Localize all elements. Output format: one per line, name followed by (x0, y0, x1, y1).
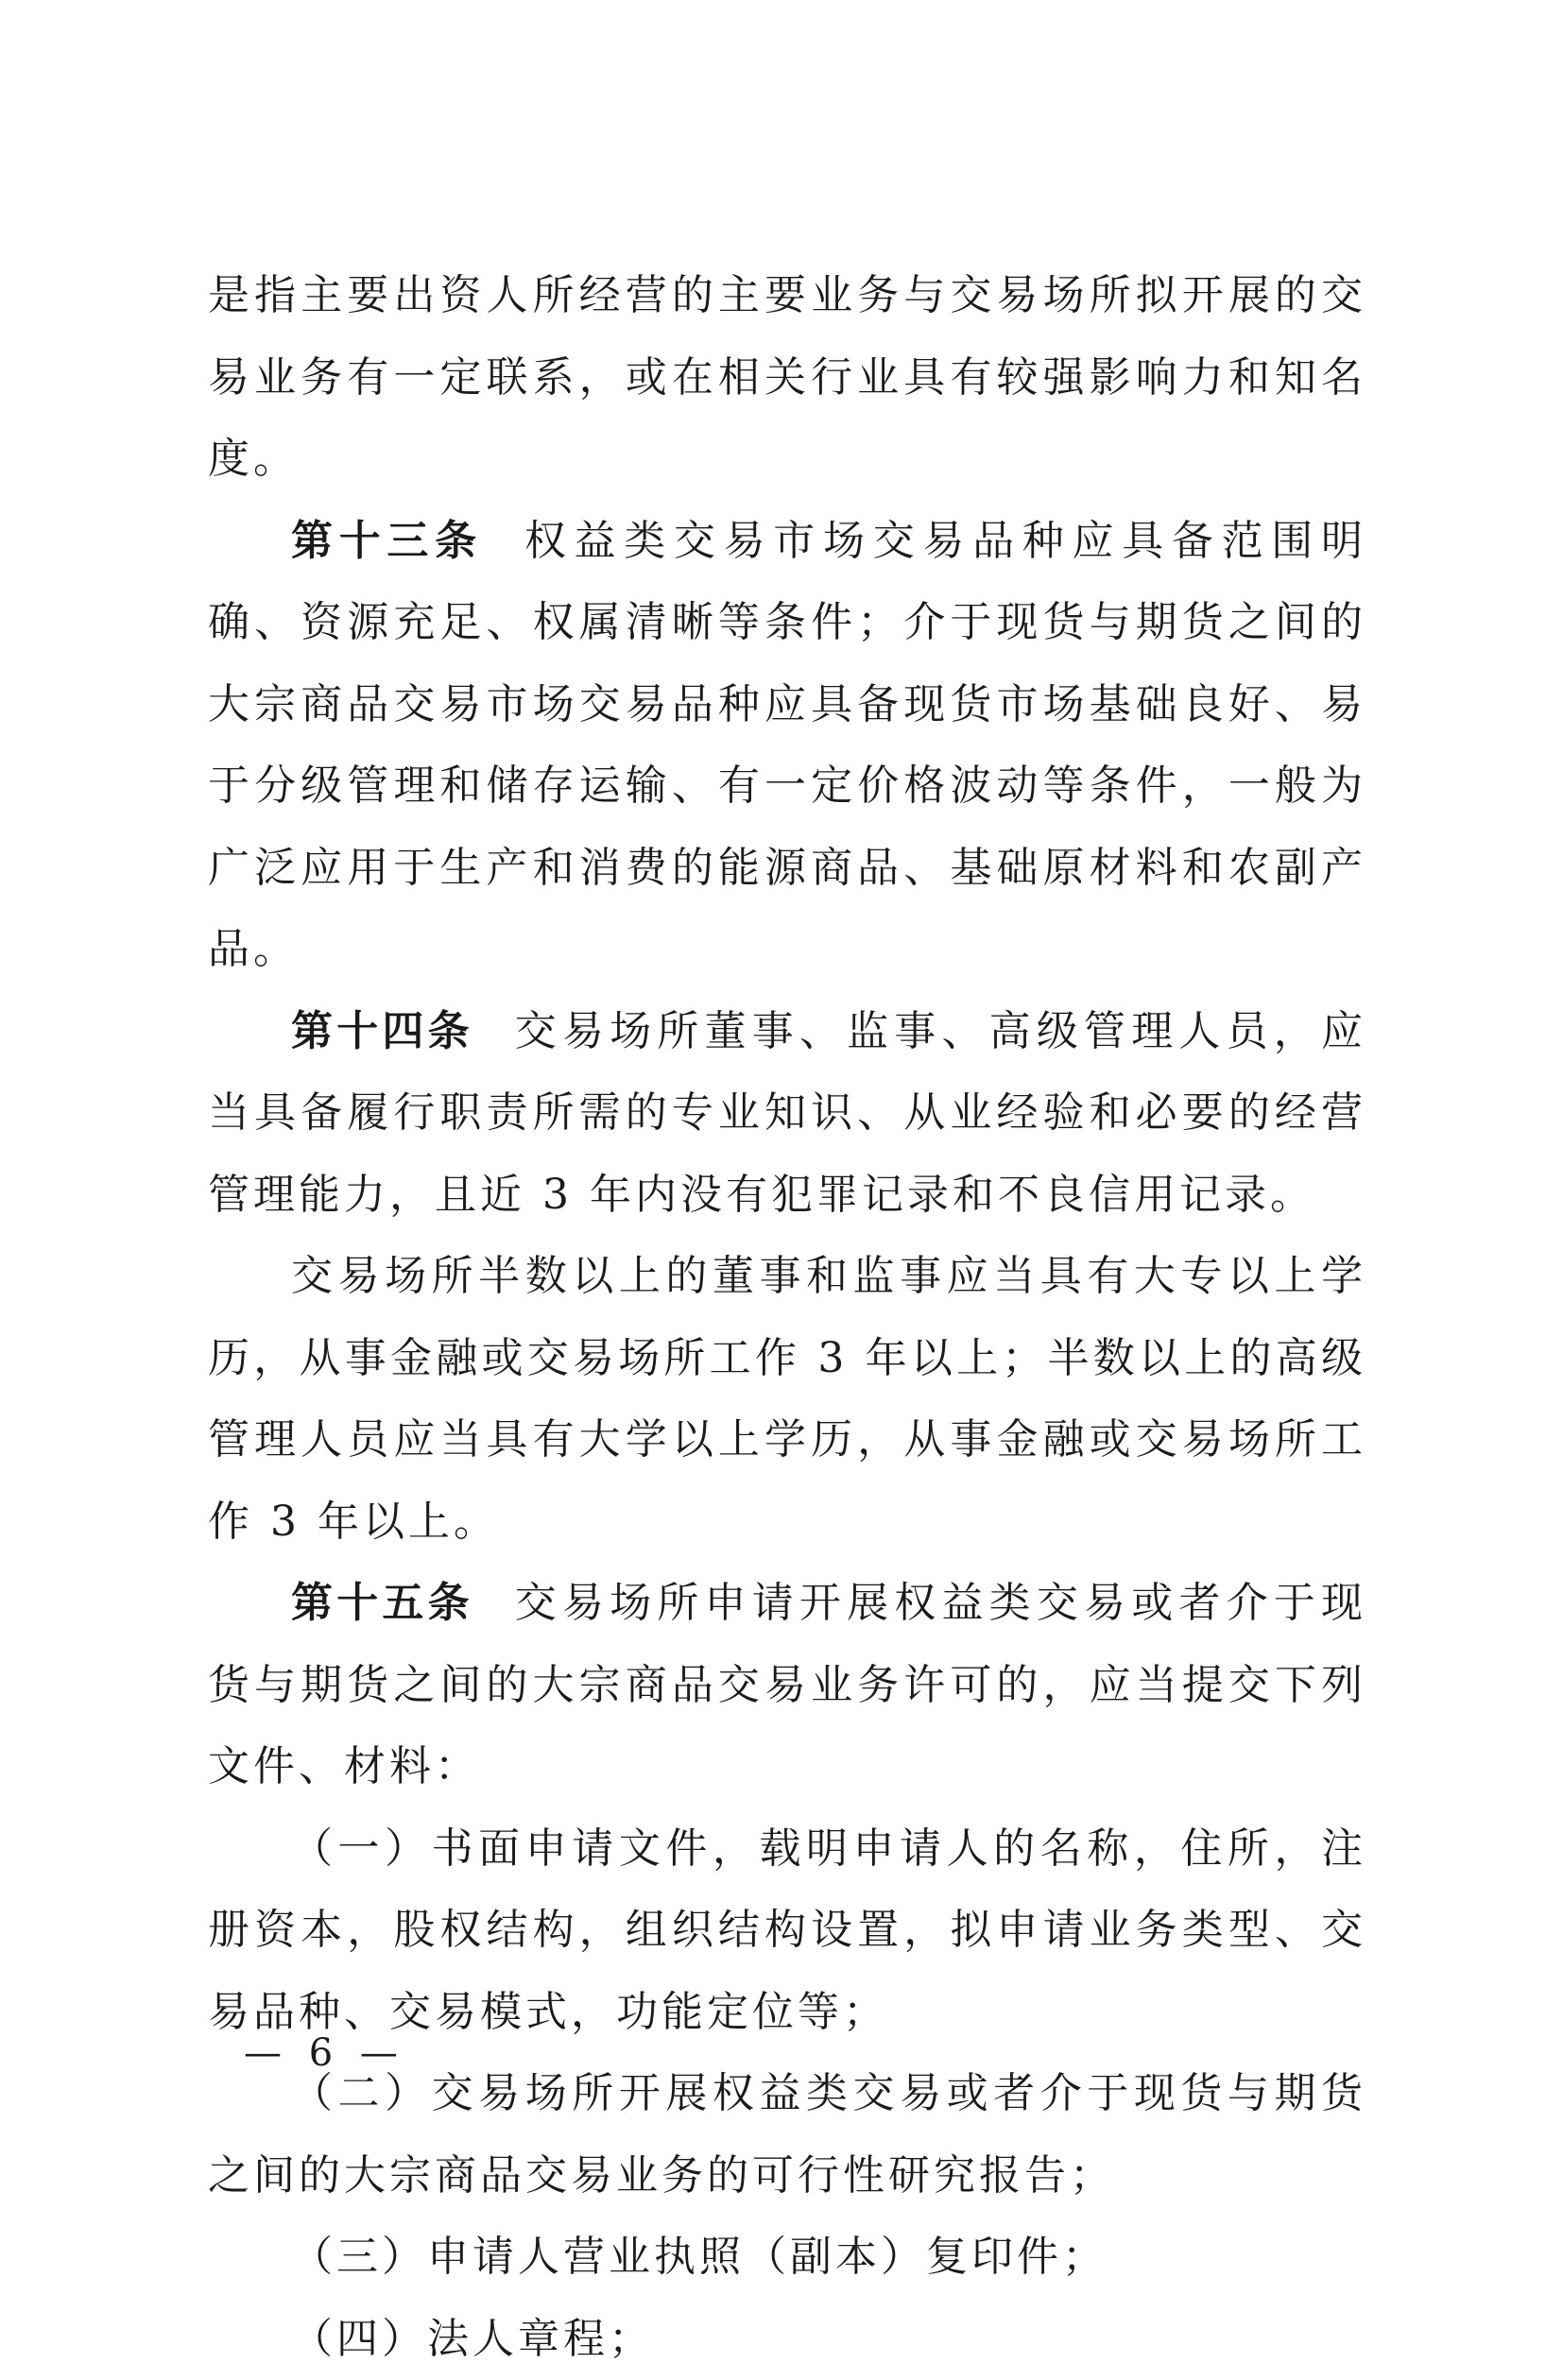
article-14 (208, 991, 1366, 1237)
article-13 (208, 501, 1366, 991)
paragraph-continuation: 是指主要出资人所经营的主要业务与交易场所拟开展的交易业务有一定联系，或在相关行业具有较强影响力和知名度。 (208, 255, 1366, 501)
article-15 (208, 1563, 1366, 1808)
list-item-3: （三）申请人营业执照（副本）复印件； (208, 2217, 1366, 2299)
article-13-text: 权益类交易市场交易品种应具备范围明确、资源充足、权属清晰等条件；介于现货与期货之间的大宗商品交易市场交易品种应具备现货市场基础良好、易于分级管理和储存运输、有一定价格波动等条件，一般为广泛应用于生产和消费的能源商品、基础原材料和农副产品。 (208, 517, 1366, 974)
page-number: — 6 — (244, 2031, 405, 2075)
list-item-2: （二）交易场所开展权益类交易或者介于现货与期货之间的大宗商品交易业务的可行性研究报告； (208, 2053, 1366, 2217)
list-item-4: （四）法人章程； (208, 2299, 1366, 2380)
article-14-heading: 第十四条 (291, 1007, 473, 1055)
article-13-heading: 第十三条 (291, 517, 483, 565)
article-14-paragraph-2: 交易场所半数以上的董事和监事应当具有大专以上学历，从事金融或交易场所工作 3 年以上；半数以上的高级管理人员应当具有大学以上学历，从事金融或交易场所工作 3 年以上。 (208, 1236, 1366, 1563)
article-15-text: 交易场所申请开展权益类交易或者介于现货与期货之间的大宗商品交易业务许可的，应当提交下列文件、材料： (208, 1579, 1366, 1790)
article-14-text: 交易场所董事、监事、高级管理人员，应当具备履行职责所需的专业知识、从业经验和必要的经营管理能力，且近 3 年内没有犯罪记录和不良信用记录。 (208, 1007, 1366, 1219)
list-item-1: （一）书面申请文件，载明申请人的名称，住所，注册资本，股权结构，组织结构设置，拟申请业务类型、交易品种、交易模式，功能定位等； (208, 1808, 1366, 2054)
article-15-heading: 第十五条 (291, 1579, 473, 1627)
